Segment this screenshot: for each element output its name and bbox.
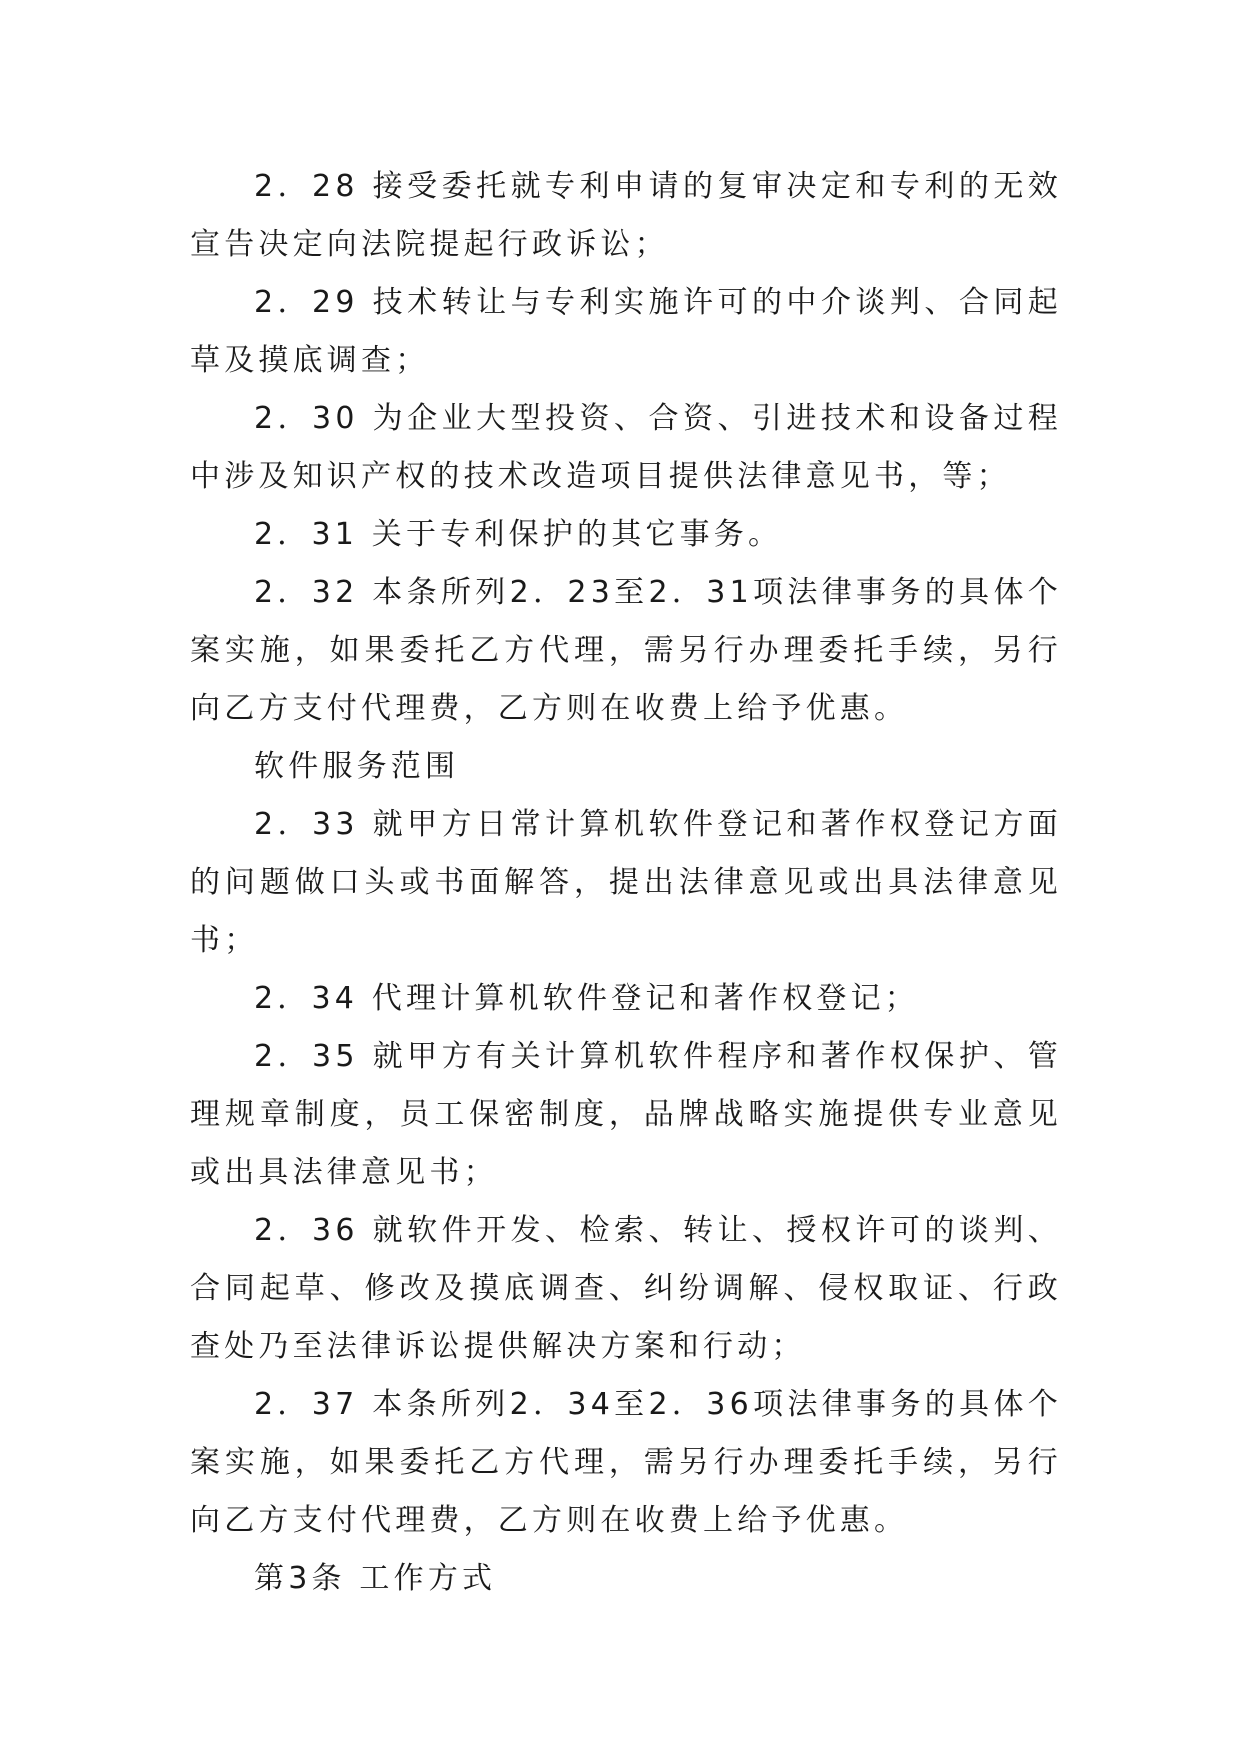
paragraph-2-34: 2．34 代理计算机软件登记和著作权登记；	[254, 981, 919, 1016]
paragraph-2-33: 2．33 就甲方日常计算机软件登记和著作权登记方面的问题做口头或书面解答，提出法律意见或出具法律意见书；	[190, 807, 1062, 958]
paragraph-2-36: 2．36 就软件开发、检索、转让、授权许可的谈判、合同起草、修改及摸底调查、纠纷调解、侵权取证、行政查处乃至法律诉讼提供解决方案和行动；	[190, 1213, 1062, 1364]
document-body	[190, 158, 1062, 1608]
paragraph-2-31: 2．31 关于专利保护的其它事务。	[254, 517, 783, 552]
paragraph-2-35: 2．35 就甲方有关计算机软件程序和著作权保护、管理规章制度，员工保密制度，品牌战略实施提供专业意见或出具法律意见书；	[190, 1039, 1062, 1190]
paragraph-2-37: 2．37 本条所列2．34至2．36项法律事务的具体个案实施，如果委托乙方代理，需另行办理委托手续，另行向乙方支付代理费，乙方则在收费上给予优惠。	[190, 1387, 1062, 1538]
paragraph-2-30: 2．30 为企业大型投资、合资、引进技术和设备过程中涉及知识产权的技术改造项目提供法律意见书，等；	[190, 401, 1062, 494]
paragraph-2-29: 2．29 技术转让与专利实施许可的中介谈判、合同起草及摸底调查；	[190, 285, 1062, 378]
section-heading-software-scope: 软件服务范围	[254, 749, 460, 784]
paragraph-2-28: 2．28 接受委托就专利申请的复审决定和专利的无效宣告决定向法院提起行政诉讼；	[190, 169, 1062, 262]
paragraph-2-32: 2．32 本条所列2．23至2．31项法律事务的具体个案实施，如果委托乙方代理，需另行办理委托手续，另行向乙方支付代理费，乙方则在收费上给予优惠。	[190, 575, 1062, 726]
article-heading-3: 第3条 工作方式	[254, 1561, 497, 1596]
